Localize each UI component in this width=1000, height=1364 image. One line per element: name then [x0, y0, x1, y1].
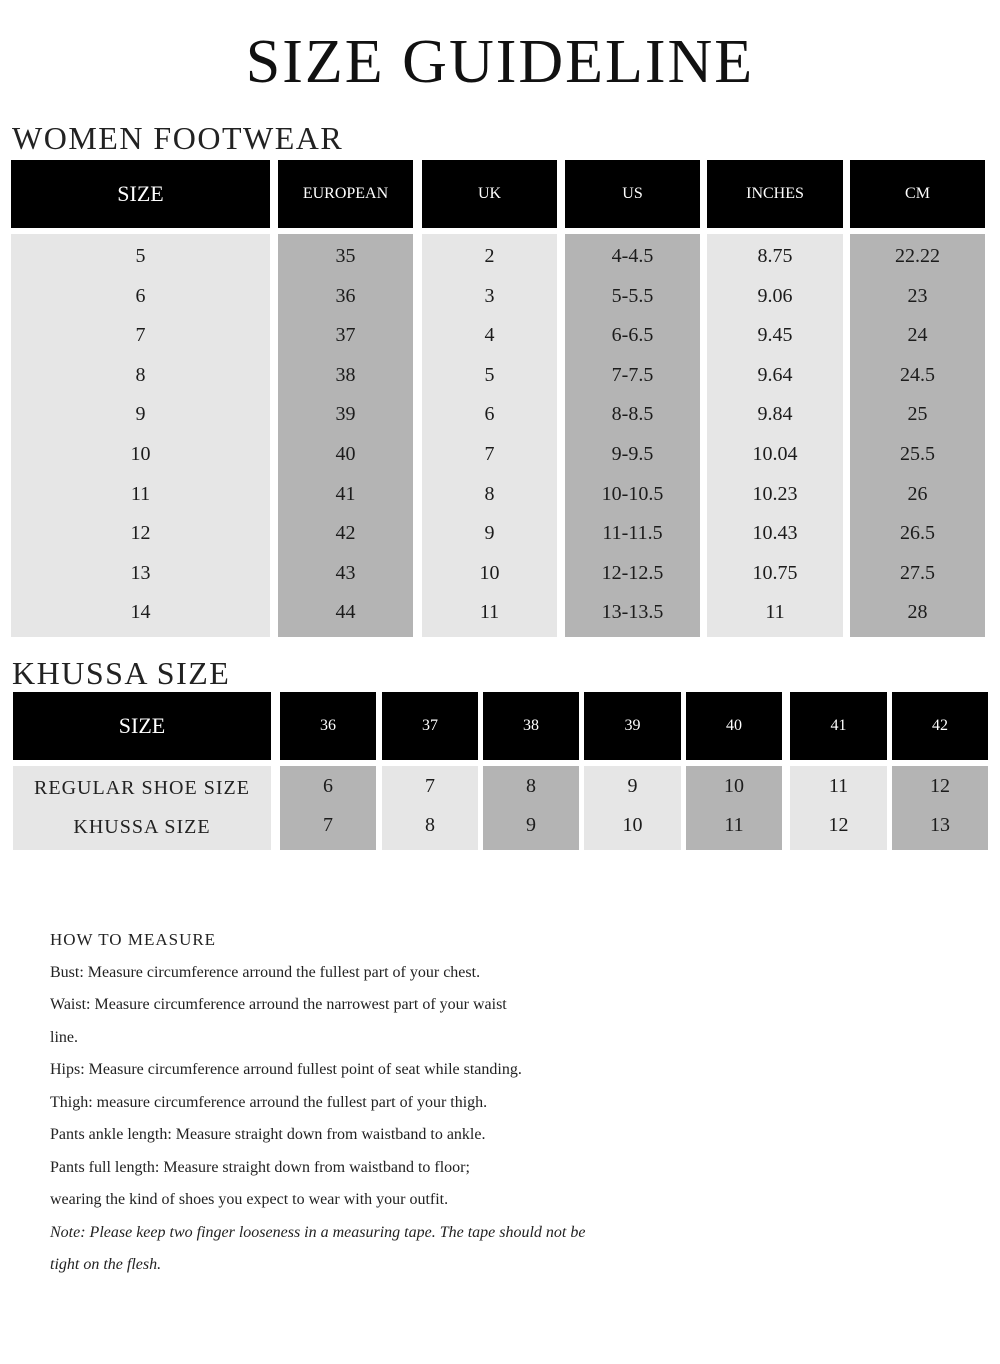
khussa-column	[483, 766, 579, 850]
regular-shoe-size-cell: 6	[323, 775, 333, 797]
cell-uk: 4	[484, 324, 495, 347]
column-uk	[422, 234, 557, 637]
khussa-header-39: 39	[584, 692, 681, 760]
cell-inches: 10.43	[752, 522, 798, 545]
cell-size: 9	[135, 403, 146, 426]
cell-uk: 5	[484, 363, 495, 386]
khussa-size-cell: 8	[425, 814, 435, 836]
column-inches	[707, 234, 843, 637]
khussa-size-cell: 12	[828, 814, 849, 836]
regular-shoe-size-cell: 10	[724, 775, 744, 797]
khussa-column	[892, 766, 988, 850]
cell-uk: 8	[484, 482, 495, 505]
cell-inches: 10.23	[752, 482, 798, 505]
cell-size: 13	[130, 561, 151, 584]
cell-uk: 2	[484, 245, 495, 267]
how-to-measure	[50, 924, 650, 1282]
cell-size: 5	[135, 245, 146, 267]
cell-size: 10	[130, 443, 151, 465]
cell-us: 8-8.5	[611, 403, 654, 426]
regular-shoe-size-cell: 11	[828, 775, 849, 797]
cell-us: 7-7.5	[611, 363, 654, 386]
measure-line: line.	[50, 1028, 78, 1046]
khussa-column	[584, 766, 681, 850]
cell-cm: 22.22	[895, 245, 940, 267]
khussa-size-cell: 7	[323, 814, 333, 836]
measure-line: Pants full length: Measure straight down from waistband to floor;	[50, 1158, 470, 1176]
cell-inches: 9.84	[757, 403, 793, 426]
cell-us: 6-6.5	[611, 324, 654, 347]
column-cm	[850, 234, 985, 637]
khussa-size-header: SIZE	[13, 692, 271, 760]
cell-cm: 24	[907, 324, 928, 347]
cell-us: 12-12.5	[601, 561, 664, 584]
cell-size: 7	[135, 324, 146, 347]
cell-uk: 3	[484, 284, 495, 307]
measure-line: Waist: Measure circumference arround the narrowest part of your waist	[50, 996, 507, 1013]
cell-uk: 10	[479, 561, 500, 584]
column-european	[278, 234, 413, 637]
cell-european: 44	[335, 601, 356, 624]
khussa-column	[790, 766, 887, 850]
cell-european: 42	[335, 522, 356, 545]
cell-cm: 23	[907, 284, 928, 307]
header-cm: CM	[850, 160, 985, 228]
cell-inches: 9.64	[757, 363, 793, 386]
cell-size: 8	[135, 363, 146, 386]
cell-us: 5-5.5	[611, 284, 654, 307]
cell-european: 41	[335, 482, 356, 505]
header-us: US	[565, 160, 700, 228]
khussa-column	[686, 766, 782, 850]
cell-us: 10-10.5	[601, 482, 664, 505]
khussa-size-cell: 9	[526, 814, 536, 836]
khussa-label-column	[13, 766, 271, 850]
cell-european: 36	[335, 284, 356, 307]
khussa-header-37: 37	[382, 692, 478, 760]
column-us	[565, 234, 700, 637]
khussa-header-36: 36	[280, 692, 376, 760]
regular-shoe-size-cell: 7	[425, 775, 435, 797]
header-size: SIZE	[11, 160, 270, 228]
cell-inches: 10.04	[752, 443, 798, 465]
cell-uk: 11	[479, 601, 500, 624]
cell-us: 11-11.5	[602, 522, 663, 545]
header-inches: INCHES	[707, 160, 843, 228]
cell-size: 11	[130, 482, 151, 505]
header-european: EUROPEAN	[278, 160, 413, 228]
measure-line: Hips: Measure circumference arround fullest point of seat while standing.	[50, 1061, 522, 1078]
cell-cm: 28	[907, 601, 928, 624]
cell-uk: 9	[484, 522, 495, 545]
khussa-size-cell: 13	[930, 814, 950, 836]
cell-uk: 6	[484, 403, 495, 426]
cell-size: 12	[130, 522, 151, 545]
khussa-size-label: KHUSSA SIZE	[73, 816, 211, 838]
cell-inches: 9.45	[757, 324, 793, 347]
khussa-header-42: 42	[892, 692, 988, 760]
women-footwear-heading: WOMEN FOOTWEAR	[12, 120, 344, 156]
khussa-size-cell: 10	[622, 814, 643, 836]
cell-size: 6	[135, 284, 146, 307]
cell-european: 39	[335, 403, 356, 426]
measure-note: tight on the flesh.	[50, 1256, 162, 1273]
measure-line: wearing the kind of shoes you expect to wear with your outfit.	[50, 1191, 449, 1208]
cell-european: 40	[335, 443, 356, 465]
cell-cm: 26.5	[900, 522, 935, 545]
cell-uk: 7	[484, 443, 495, 465]
khussa-size-cell: 11	[724, 814, 744, 836]
khussa-header-41: 41	[790, 692, 887, 760]
khussa-header-38: 38	[483, 692, 579, 760]
column-size	[11, 234, 270, 637]
how-to-measure-heading: HOW TO MEASURE	[50, 930, 217, 949]
khussa-header-40: 40	[686, 692, 782, 760]
cell-inches: 8.75	[757, 245, 793, 267]
cell-european: 35	[335, 245, 356, 267]
khussa-column	[280, 766, 376, 850]
page-title: SIZE GUIDELINE	[245, 28, 755, 96]
measure-note: Note: Please keep two finger looseness in a measuring tape. The tape should not be	[50, 1223, 586, 1241]
cell-cm: 26	[907, 482, 928, 505]
cell-cm: 25	[907, 403, 928, 426]
cell-us: 4-4.5	[611, 245, 654, 267]
cell-cm: 24.5	[900, 363, 935, 386]
measure-line: Bust: Measure circumference arround the fullest part of your chest.	[50, 963, 481, 981]
cell-cm: 25.5	[900, 443, 935, 465]
cell-cm: 27.5	[900, 561, 935, 584]
regular-shoe-size-cell: 8	[526, 775, 536, 797]
cell-european: 37	[335, 324, 356, 347]
regular-shoe-size-cell: 12	[930, 775, 950, 797]
header-uk: UK	[422, 160, 557, 228]
cell-inches: 10.75	[752, 561, 798, 584]
measure-line: Thigh: measure circumference arround the fullest part of your thigh.	[50, 1093, 488, 1111]
regular-shoe-size-label: REGULAR SHOE SIZE	[34, 777, 250, 799]
khussa-column	[382, 766, 478, 850]
cell-inches: 11	[765, 601, 785, 624]
khussa-size-heading: KHUSSA SIZE	[12, 655, 231, 691]
cell-size: 14	[130, 601, 151, 624]
cell-european: 43	[335, 561, 356, 584]
measure-line: Pants ankle length: Measure straight down from waistband to ankle.	[50, 1126, 486, 1143]
cell-us: 9-9.5	[611, 443, 654, 465]
regular-shoe-size-cell: 9	[627, 775, 638, 797]
cell-us: 13-13.5	[601, 601, 664, 624]
cell-european: 38	[335, 363, 356, 386]
cell-inches: 9.06	[757, 284, 793, 307]
